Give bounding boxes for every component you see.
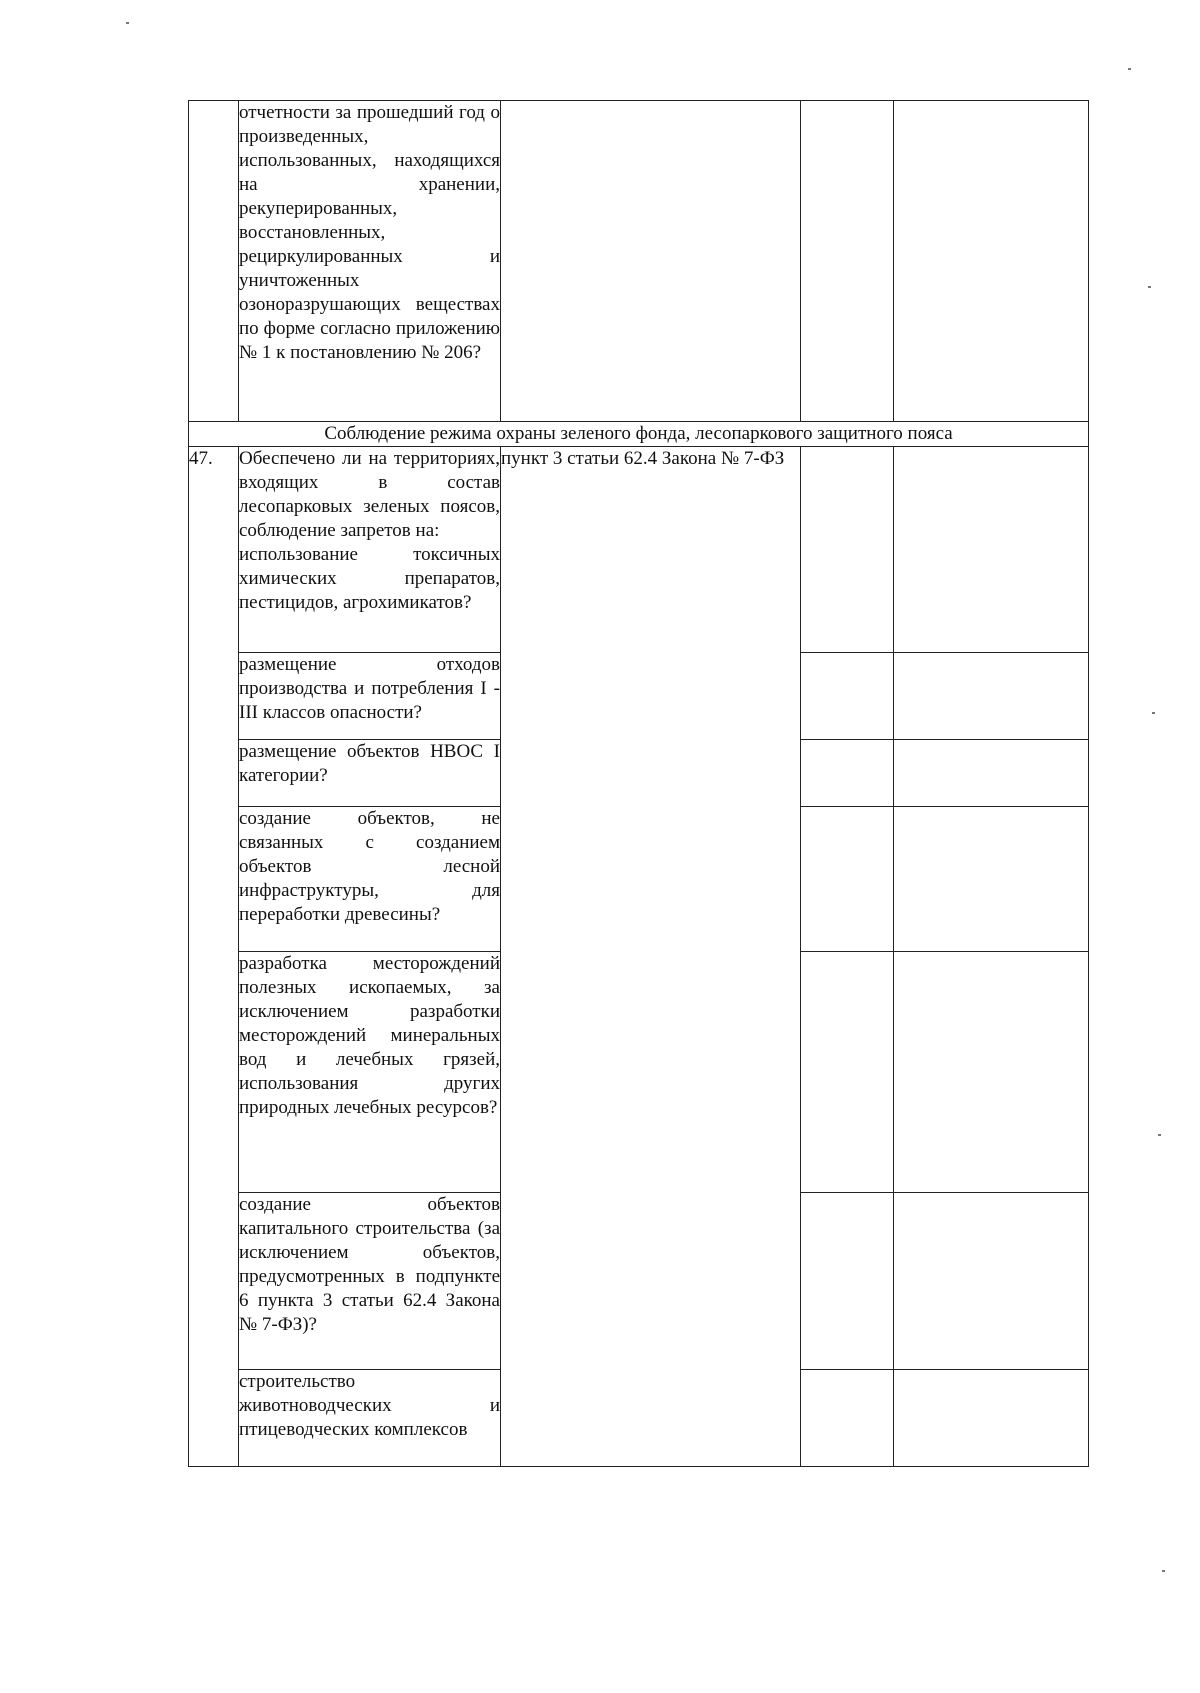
scan-speck: [1152, 712, 1155, 714]
note-cell: [894, 1370, 1089, 1467]
note-cell: [894, 952, 1089, 1193]
note-cell: [894, 807, 1089, 952]
note-cell: [894, 740, 1089, 807]
answer-cell: [801, 1193, 894, 1370]
answer-cell: [801, 653, 894, 740]
reference-cell: пункт 3 статьи 62.4 Закона № 7-ФЗ: [501, 447, 801, 1467]
scan-speck: [1158, 1134, 1161, 1136]
question-sub-6: создание объектов капитального строительства (за исключением объектов, предусмотренных в подпункте 6 пункта 3 статьи 62.4 Закона № 7-ФЗ)?: [239, 1193, 501, 1370]
scan-speck: [1162, 1570, 1165, 1572]
note-cell: [894, 101, 1089, 422]
note-cell: [894, 653, 1089, 740]
section-header-row: [189, 422, 1089, 447]
reference-cell-empty: [501, 101, 801, 422]
table-row-continued: [189, 101, 1089, 422]
item-number: 47.: [189, 447, 239, 1467]
question-sub-4: создание объектов, не связанных с созданием объектов лесной инфраструктуры, для переработки древесины?: [239, 807, 501, 952]
answer-cell: [801, 952, 894, 1193]
scan-speck: [126, 22, 129, 24]
table-row-47: [189, 447, 1089, 653]
question-intro: Обеспечено ли на территориях, входящих в состав лесопарковых зеленых поясов, соблюдение запретов на:: [239, 448, 500, 541]
question-sub-3: размещение объектов НВОС I категории?: [239, 740, 501, 807]
answer-cell: [801, 1370, 894, 1467]
answer-cell: [801, 447, 894, 653]
answer-cell: [801, 740, 894, 807]
answer-cell: [801, 101, 894, 422]
question-cell: [239, 447, 501, 653]
question-cell: отчетности за прошедший год о произведенных, использованных, находящихся на хранении, рекуперированных, восстановленных, рециркулированных и уничтоженных озоноразрушающих веществах по форме согласно приложению № 1 к постановлению № 206?: [239, 101, 501, 422]
scan-speck: [1128, 68, 1131, 70]
question-sub-1: использование токсичных химических препаратов, пестицидов, агрохимикатов?: [239, 544, 500, 613]
question-sub-2: размещение отходов производства и потребления I - III классов опасности?: [239, 653, 501, 740]
answer-cell: [801, 807, 894, 952]
section-title: Соблюдение режима охраны зеленого фонда, лесопаркового защитного пояса: [189, 422, 1089, 447]
scan-speck: [1148, 286, 1151, 288]
checklist-table: [188, 100, 1089, 1467]
note-cell: [894, 447, 1089, 653]
number-cell-empty: [189, 101, 239, 422]
question-sub-5: разработка месторождений полезных ископаемых, за исключением разработки месторождений минеральных вод и лечебных грязей, использования других природных лечебных ресурсов?: [239, 952, 501, 1193]
note-cell: [894, 1193, 1089, 1370]
question-sub-7: строительство животноводческих и птицеводческих комплексов: [239, 1370, 501, 1467]
